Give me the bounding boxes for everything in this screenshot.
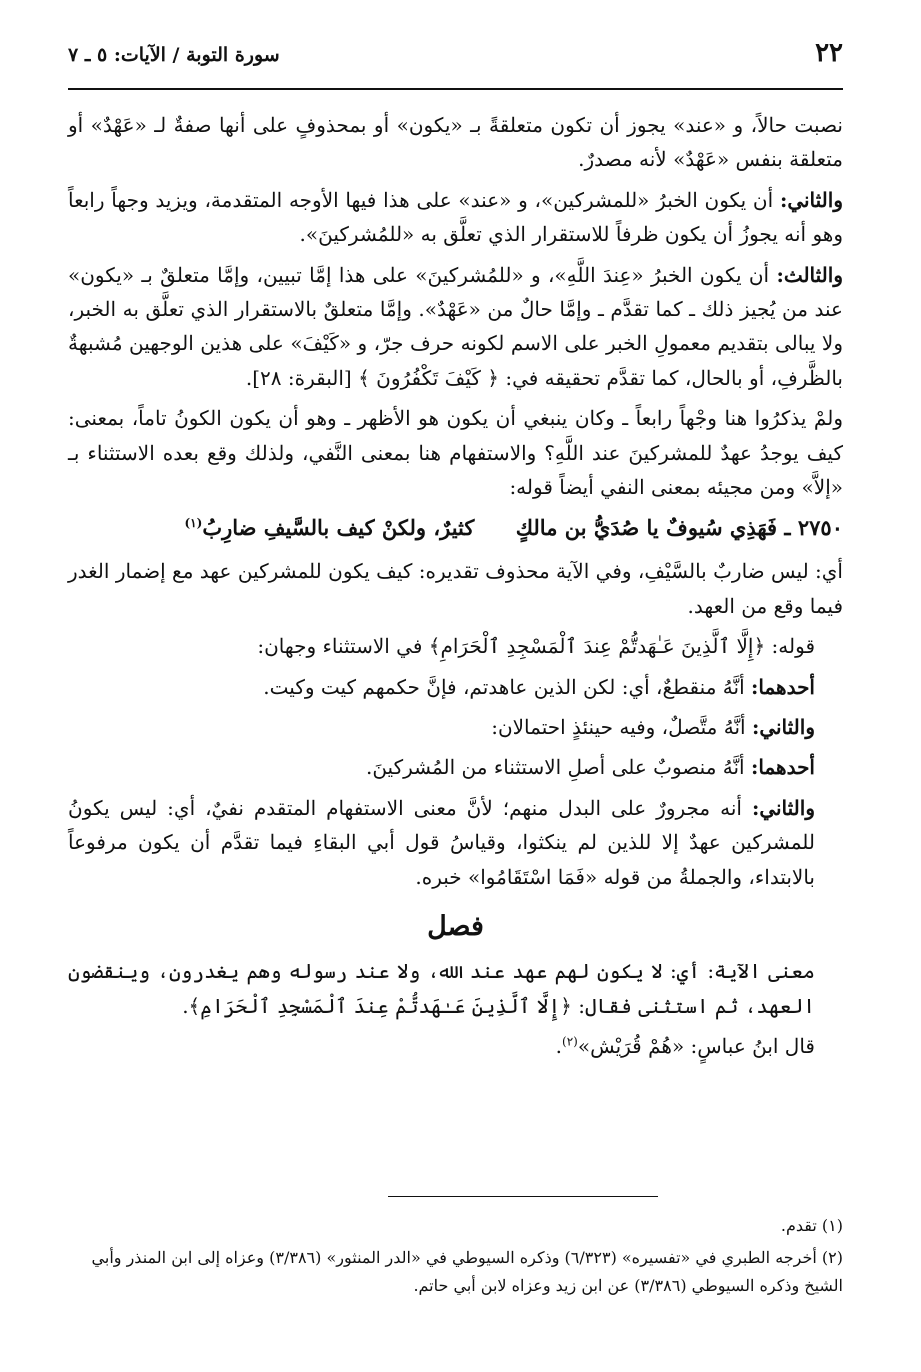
paragraph-text: أنَّهُ متَّصلٌ، وفيه حينئذٍ احتمالان:: [491, 714, 746, 739]
paragraph-text: أنَّهُ منصوبٌ على أصلِ الاستثناء من المُشركينَ.: [365, 755, 745, 780]
footnote-marker: (١): [184, 516, 203, 531]
paragraph-10: [68, 791, 843, 894]
paragraph-2: [68, 183, 843, 252]
paragraph-6: قوله: ﴿إِلَّا ٱلَّذِينَ عَـٰهَدتُّمْ عِندَ ٱلْمَسْجِدِ ٱلْحَرَامِ﴾ في الاستثناء وجهان:: [257, 634, 815, 659]
footnote-rule: [388, 1196, 658, 1197]
paragraph-5: أي: ليس ضاربٌ بالسَّيْفِ، وفي الآية محذوف تقديره: كيف يكون للمشركين عهد مع إضمار الغدر فيما وقع من العهد.: [68, 559, 843, 618]
paragraph-lead: والثاني:: [751, 795, 815, 820]
paragraph-8: [68, 710, 843, 744]
verse-number: ٢٧٥٠: [797, 515, 843, 541]
paragraph-end: .: [555, 1034, 562, 1059]
page-number: ٢٢: [815, 38, 843, 68]
main-text: [68, 108, 843, 1070]
paragraph-4: ولمْ يذكرُوا هنا وجْهاً رابعاً ـ وكان ينبغي أن يكون هو الأظهر ـ وهو أن يكون الكونُ تاماً، بمعنى: كيف يوجدُ عهدٌ للمشركينَ عند اللَّهِ؟ والاستفهام هنا بمعنى النَّفي، ولذلك وقع بعده الاستثناء بـ «إلاَّ» ومن مجيئه بمعنى النفي أيضاً قوله:: [68, 406, 843, 499]
paragraph-11: معنى الآية: أي: لا يكون لهم عهد عند الله، ولا عند رسوله وهم يغدرون، وينقضون العهد، ثم استثنى فقال: ﴿إِلَّا ٱلَّذِينَ عَـٰهَدتُّمْ عِندَ ٱلْمَسْجِدِ ٱلْحَرَامِ﴾.: [68, 959, 815, 1018]
page-header: [68, 38, 843, 78]
paragraph-12: [68, 1029, 843, 1063]
paragraph-lead: والثاني:: [751, 714, 815, 739]
paragraph-text: أن يكون الخبرُ «للمشركين»، و «عند» على هذا فيها الأوجه المتقدمة، ويزيد وجهاً رابعاً وهو أنه يجوزُ أن يكون ظرفاً للاستقرار الذي تعلَّق به «للمُشركينَ».: [68, 187, 843, 247]
paragraph-1: نصبت حالاً، و «عند» يجوز أن تكون متعلقةً بـ «يكون» أو بمحذوفٍ على أنها صفةٌ لـ «عَهْدٌ» أو متعلقة بنفس «عَهْدٌ» لأنه مصدرٌ.: [68, 113, 843, 172]
paragraph-text: أنَّهُ منقطعٌ، أي: لكن الذين عاهدتم، فإنَّ حكمهم كيت وكيت.: [263, 674, 745, 699]
verse-hemistich-2: كثيرٌ، ولكنْ كيف بالسَّيفِ ضارِبُ: [202, 515, 475, 541]
paragraph-lead: والثاني:: [779, 187, 843, 212]
paragraph-lead: والثالث:: [776, 262, 843, 287]
paragraph-9: [68, 750, 843, 784]
footnotes: [68, 1212, 843, 1304]
footnote-2: (٢) أخرجه الطبري في «تفسيره» (٦/٣٢٣) وذكره السيوطي في «الدر المنثور» (٣/٣٨٦) وعزاه إلى ابن المنذر وأبي الشيخ وذكره السيوطي (٣/٣٨٦) عن ابن زيد وعزاه لابن أبي حاتم.: [91, 1248, 843, 1295]
running-title: سورة التوبة / الآيات: ٥ ـ ٧: [68, 44, 280, 66]
footnote-marker: (٢): [562, 1034, 578, 1049]
header-rule: [68, 88, 843, 90]
paragraph-text: قال ابنُ عباسٍ: «هُمْ قُرَيْش»: [577, 1034, 815, 1059]
paragraph-lead: أحدهما:: [750, 755, 815, 780]
paragraph-7: [68, 670, 843, 704]
paragraph-3: [68, 258, 843, 396]
section-heading: فصل: [427, 910, 484, 942]
verse-hemistich-1: ـ فَهَذِي سُيوفٌ يا صُدَيُّ بن مالكٍ: [515, 515, 791, 541]
footnote-1: (١) تقدم.: [780, 1216, 843, 1235]
paragraph-text: أنه مجرورٌ على البدل منهم؛ لأنَّ معنى الاستفهام المتقدم نفيٌ، أي: ليس يكونُ للمشركين عهدٌ إلا للذين لم ينكثوا، وقياسُ قول أبي البقاءِ فيما تقدَّم أن يكون مرفوعاً بالابتداء، والجملةُ من قوله «فَمَا اسْتَقَامُوا» خبره.: [68, 795, 816, 889]
paragraph-text: أن يكون الخبرُ «عِندَ اللَّهِ»، و «للمُشركينَ» على هذا إمَّا تبيين، وإمَّا متعلقٌ بـ «يكون» عند من يُجيز ذلك ـ كما تقدَّم ـ وإمَّا حالٌ من «عَهْدٌ». وإمَّا متعلقٌ بالاستقرار الذي تعلَّق به الخبر، ولا يبالى بتقديم معمولِ الخبر على الاسم لكونه حرف جرّ، و «كَيْفَ» على هذين الوجهين مُشبهةٌ بالظَّرفِ، أو بالحال، كما تقدَّم تحقيقه في: ﴿ كَيْفَ تَكْفُرُونَ ﴾ [البقرة: ٢٨].: [68, 262, 843, 390]
poetry-verse: [68, 510, 843, 546]
paragraph-lead: أحدهما:: [750, 674, 815, 699]
